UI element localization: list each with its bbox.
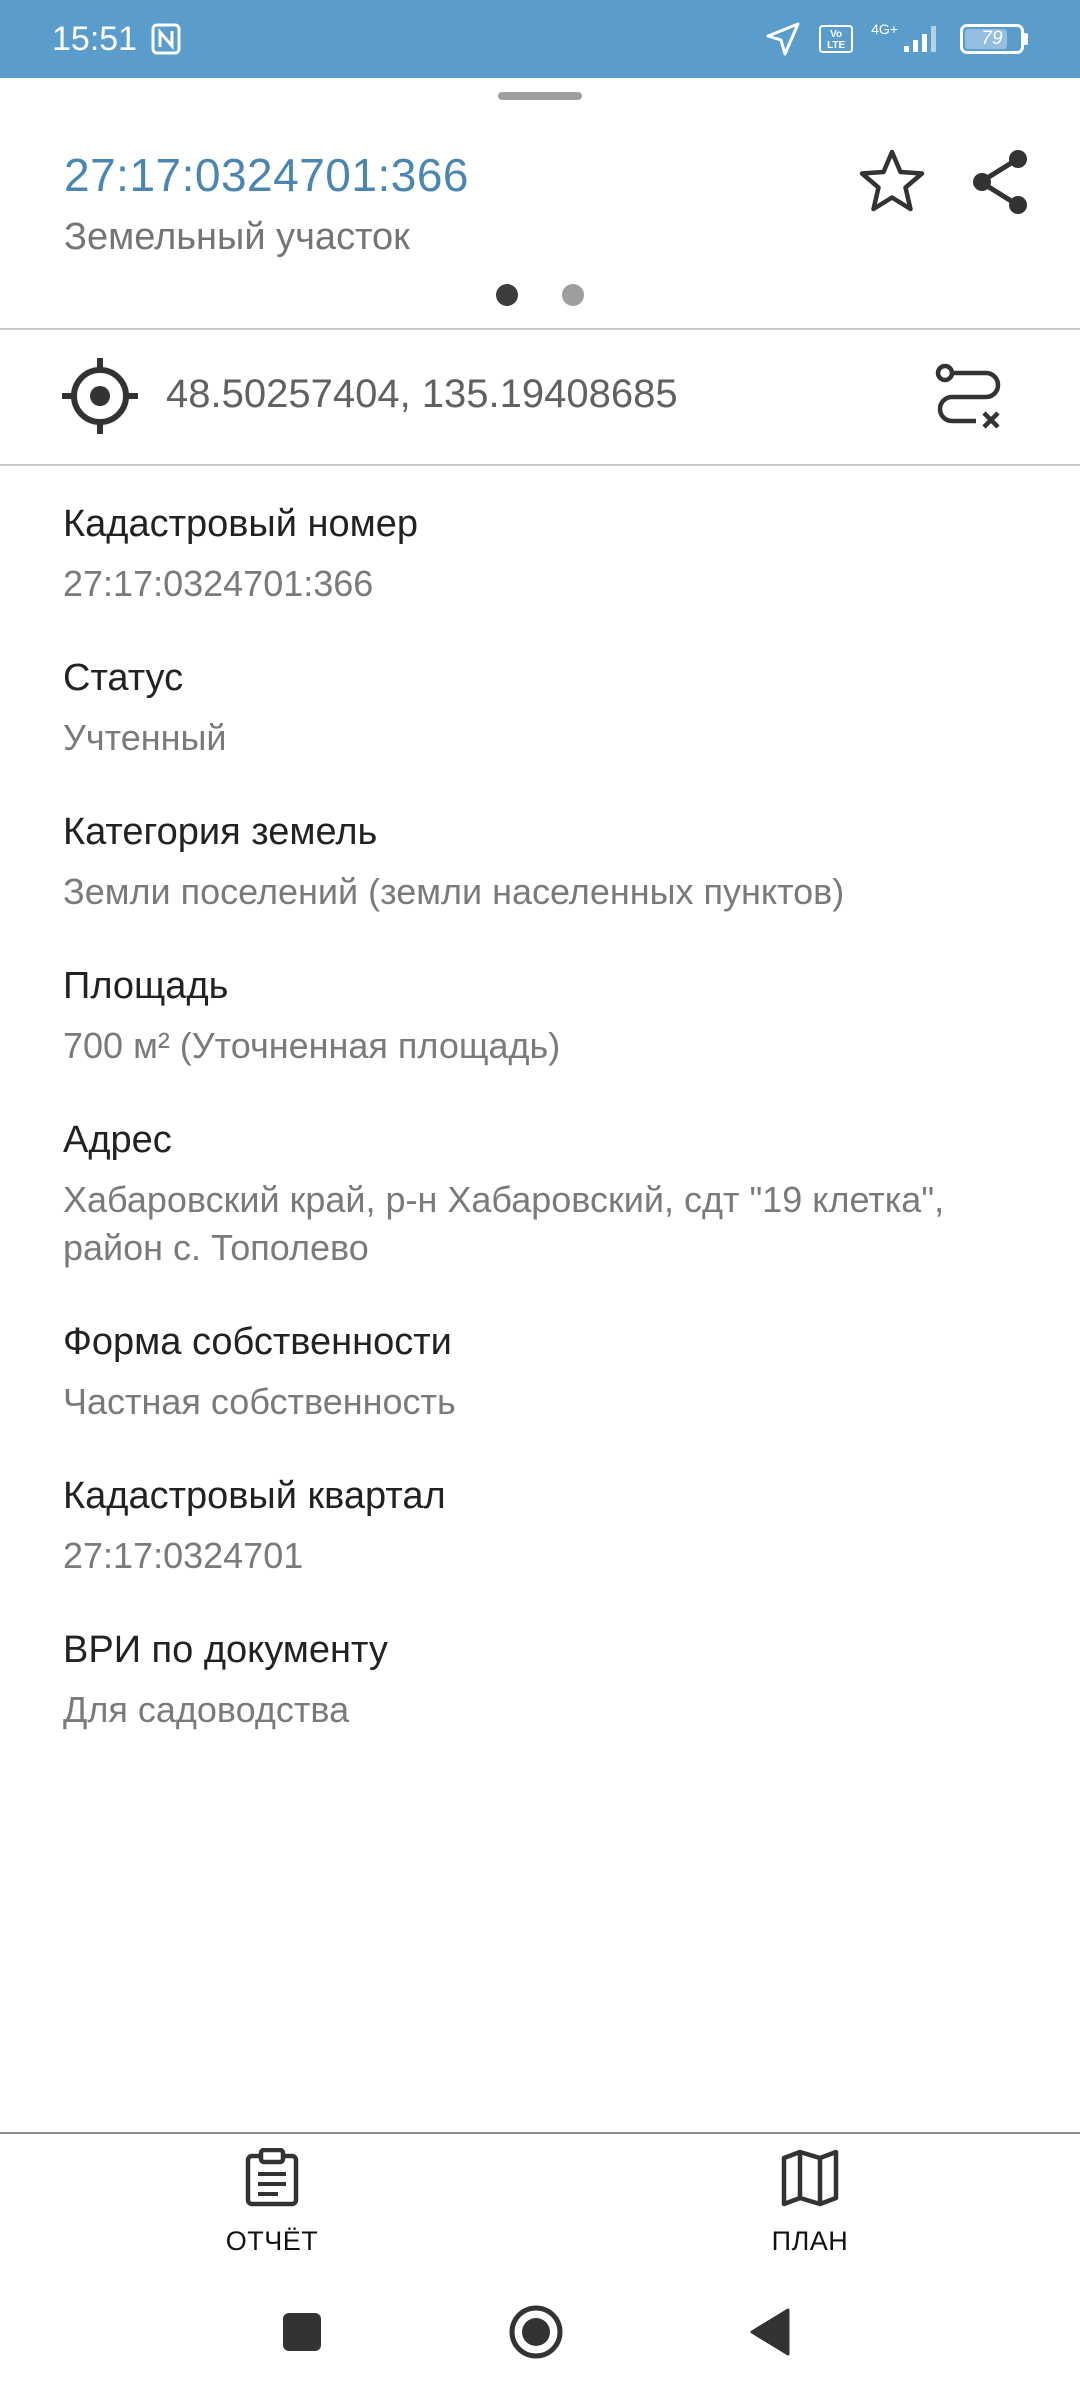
page-indicator — [496, 284, 584, 306]
system-navigation-bar — [0, 2264, 1080, 2400]
field-label: Статус — [63, 657, 184, 699]
crosshair-locate-icon[interactable] — [60, 356, 140, 436]
object-type: Земельный участок — [64, 216, 410, 258]
field-value[interactable]: 27:17:0324701 — [63, 1535, 304, 1576]
status-time: 15:51 — [52, 19, 138, 58]
recents-button[interactable] — [272, 2302, 332, 2362]
object-title[interactable]: 27:17:0324701:366 — [64, 149, 470, 201]
share-icon[interactable] — [962, 144, 1038, 220]
plan-button[interactable] — [700, 2134, 920, 2264]
favorite-star-icon[interactable] — [854, 144, 930, 220]
bottom-navigation — [0, 2134, 1080, 2264]
field-label: Кадастровый номер — [63, 503, 419, 545]
field-label: Кадастровый квартал — [63, 1475, 446, 1517]
nfc-icon — [151, 23, 181, 55]
field-address — [63, 1114, 1043, 1272]
square-recents-icon — [282, 2312, 322, 2352]
field-label: Площадь — [63, 965, 229, 1007]
location-arrow-icon — [765, 21, 801, 57]
field-value: 700 м² (Уточненная площадь) — [63, 1025, 561, 1066]
clipboard-report-icon — [244, 2148, 300, 2208]
network-type: 4G+ — [871, 21, 898, 37]
battery-level: 79 — [981, 28, 1003, 49]
status-bar — [0, 0, 1080, 78]
page-dot-1[interactable] — [496, 284, 518, 306]
coordinates-text[interactable]: 48.50257404, 135.19408685 — [166, 372, 678, 416]
field-label: Категория земель — [63, 811, 378, 853]
report-button[interactable] — [162, 2134, 382, 2264]
home-button[interactable] — [506, 2302, 566, 2362]
sheet-drag-handle[interactable] — [498, 92, 582, 100]
report-label: ОТЧЁТ — [225, 2226, 319, 2256]
field-permitted-use — [63, 1624, 1043, 1734]
field-value: Учтенный — [63, 717, 227, 758]
circle-home-icon — [508, 2304, 564, 2360]
field-ownership-form — [63, 1316, 1043, 1426]
coordinates-divider — [0, 464, 1080, 466]
object-header — [0, 100, 1080, 328]
battery-icon — [960, 24, 1028, 54]
page-dot-2[interactable] — [562, 284, 584, 306]
route-icon[interactable] — [930, 358, 1010, 438]
field-cadastral-number — [63, 498, 1043, 608]
field-land-category — [63, 806, 1043, 916]
volte-icon: Vo LTE — [819, 25, 853, 53]
field-label: Форма собственности — [63, 1321, 452, 1363]
field-value[interactable]: 27:17:0324701:366 — [63, 563, 374, 604]
field-area — [63, 960, 1043, 1070]
back-button[interactable] — [740, 2302, 800, 2362]
field-value: Земли поселений (земли населенных пунктов) — [63, 871, 845, 912]
field-label: ВРИ по документу — [63, 1629, 388, 1671]
map-plan-icon — [780, 2148, 840, 2208]
field-status — [63, 652, 1043, 762]
triangle-back-icon — [748, 2308, 792, 2356]
field-value: Для садоводства — [63, 1689, 350, 1730]
field-value: Хабаровский край, р-н Хабаровский, сдт "19 клетка", район с. Тополево — [63, 1179, 945, 1268]
field-value: Частная собственность — [63, 1381, 456, 1422]
field-cadastral-quarter — [63, 1470, 1043, 1580]
field-label: Адрес — [63, 1119, 172, 1161]
signal-icon — [902, 24, 942, 54]
plan-label: ПЛАН — [771, 2226, 849, 2256]
coordinates-row — [0, 330, 1080, 464]
property-details — [63, 498, 1043, 1778]
